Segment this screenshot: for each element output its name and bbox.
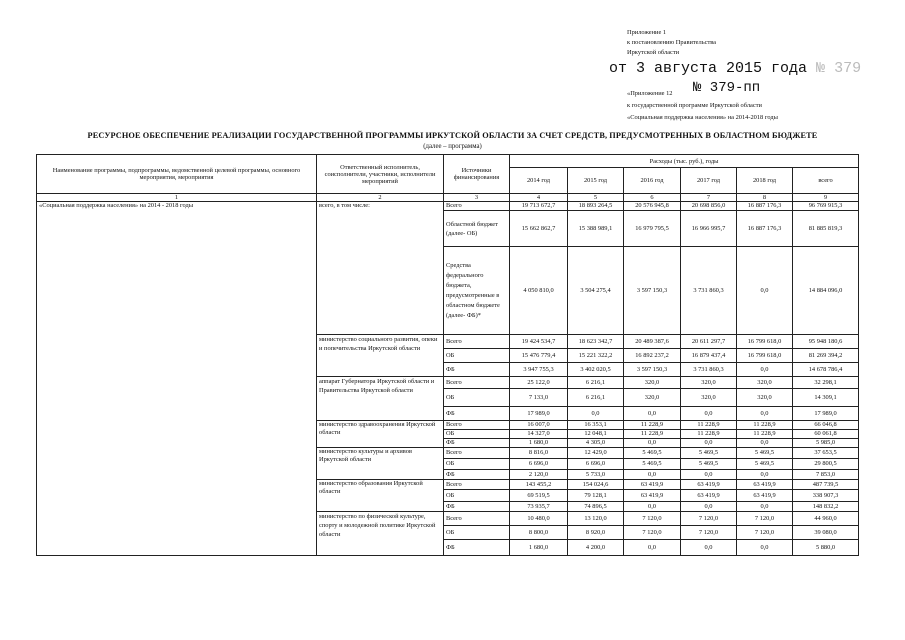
value-cell: 0,0 [624,439,681,448]
value-cell: 3 504 275,4 [568,247,624,335]
value-cell: 0,0 [568,407,624,421]
value-cell: 20 576 945,8 [624,202,681,211]
value-cell: 81 269 394,2 [793,349,859,363]
column-header-name: Наименование программы, подпрограммы, ведомственной целевой программы, основного мероприятия, мероприятия [37,155,317,194]
value-cell: 16 007,0 [510,421,568,430]
value-cell: 5 985,0 [793,439,859,448]
value-cell: 154 024,6 [568,480,624,490]
value-cell: 12 429,0 [568,448,624,459]
year-header: 2016 год [624,168,681,194]
value-cell: 5 880,0 [793,540,859,556]
value-cell: 63 419,9 [681,490,737,502]
value-cell: 0,0 [737,540,793,556]
value-cell: 4 050 810,0 [510,247,568,335]
column-number: 5 [568,194,624,202]
value-cell: 4 200,0 [568,540,624,556]
value-cell: 320,0 [624,377,681,389]
value-cell: 0,0 [737,363,793,377]
year-header: всего [793,168,859,194]
value-cell: 0,0 [737,502,793,512]
value-cell: 6 696,0 [568,459,624,470]
value-cell: 11 228,9 [681,421,737,430]
executor-name: аппарат Губернатора Иркутской области и Правительства Иркутской области [317,377,444,421]
value-cell: 17 989,0 [510,407,568,421]
value-cell: 143 455,2 [510,480,568,490]
source-cell: ОБ [444,349,510,363]
value-cell: 4 305,0 [568,439,624,448]
value-cell: 14 327,0 [510,430,568,439]
value-cell: 16 799 618,0 [737,335,793,349]
source-cell: Всего [444,421,510,430]
source-cell: ФБ [444,363,510,377]
value-cell: 74 896,5 [568,502,624,512]
executor-name: министерство по физической культуре, спорту и молодежной политике Иркутской области [317,512,444,556]
value-cell: 0,0 [681,502,737,512]
value-cell: 79 128,1 [568,490,624,502]
program-annex-header [627,80,778,124]
value-cell: 11 228,9 [624,421,681,430]
value-cell: 19 713 672,7 [510,202,568,211]
value-cell: 3 947 755,3 [510,363,568,377]
value-cell: 0,0 [624,407,681,421]
value-cell: 7 120,0 [624,512,681,526]
column-header-source: Источники финансирования [444,155,510,194]
value-cell: 25 122,0 [510,377,568,389]
value-cell: 148 832,2 [793,502,859,512]
source-cell: ФБ [444,502,510,512]
value-cell: 19 424 534,7 [510,335,568,349]
column-number: 8 [737,194,793,202]
value-cell: 1 680,0 [510,540,568,556]
source-cell: ОБ [444,459,510,470]
value-cell: 0,0 [624,502,681,512]
source-cell: ФБ [444,540,510,556]
value-cell: 3 597 150,3 [624,247,681,335]
value-cell: 1 680,0 [510,439,568,448]
date-stamp-number: № 379 [816,60,862,77]
executor-name: министерство здравоохранения Иркутской области [317,421,444,448]
value-cell: 6 216,1 [568,377,624,389]
year-header: 2018 год [737,168,793,194]
value-cell: 66 046,8 [793,421,859,430]
column-number: 9 [793,194,859,202]
value-cell: 16 353,1 [568,421,624,430]
value-cell: 69 519,5 [510,490,568,502]
value-cell: 16 892 237,2 [624,349,681,363]
annex-line: к государственной программе Иркутской области [627,102,762,109]
source-cell: Всего [444,202,510,211]
value-cell: 320,0 [624,389,681,407]
value-cell: 0,0 [624,470,681,480]
value-cell: 15 221 322,2 [568,349,624,363]
value-cell: 63 419,9 [737,490,793,502]
executor-name: министерство социального развития, опеки и попечительства Иркутской области [317,335,444,377]
value-cell: 17 989,0 [793,407,859,421]
value-cell: 0,0 [681,407,737,421]
value-cell: 3 731 860,3 [681,363,737,377]
document-subtitle: (далее – программа) [423,143,482,150]
value-cell: 0,0 [681,470,737,480]
value-cell: 11 228,9 [624,430,681,439]
source-cell: ОБ [444,430,510,439]
column-number: 4 [510,194,568,202]
value-cell: 11 228,9 [737,430,793,439]
value-cell: 5 469,5 [681,459,737,470]
source-cell: ОБ [444,389,510,407]
value-cell: 7 120,0 [737,512,793,526]
column-number: 3 [444,194,510,202]
value-cell: 32 298,1 [793,377,859,389]
value-cell: 2 120,0 [510,470,568,480]
column-number: 6 [624,194,681,202]
value-cell: 3 597 150,3 [624,363,681,377]
column-header-expenses: Расходы (тыс. руб.), годы [510,155,859,168]
value-cell: 7 120,0 [681,526,737,540]
appendix-line: к постановлению Правительства [627,39,717,46]
value-cell: 37 653,5 [793,448,859,459]
value-cell: 5 469,5 [737,459,793,470]
value-cell: 16 979 795,5 [624,211,681,247]
value-cell: 44 960,0 [793,512,859,526]
value-cell: 8 920,0 [568,526,624,540]
value-cell: 320,0 [737,377,793,389]
value-cell: 12 048,1 [568,430,624,439]
value-cell: 7 120,0 [681,512,737,526]
budget-table [36,154,859,556]
value-cell: 95 948 180,6 [793,335,859,349]
value-cell: 96 769 915,3 [793,202,859,211]
value-cell: 14 884 096,0 [793,247,859,335]
value-cell: 5 469,5 [624,448,681,459]
value-cell: 7 120,0 [624,526,681,540]
value-cell: 18 893 264,5 [568,202,624,211]
year-header: 2015 год [568,168,624,194]
value-cell: 63 419,9 [681,480,737,490]
value-cell: 3 731 860,3 [681,247,737,335]
date-stamp-text: от 3 августа 2015 года [609,60,808,77]
value-cell: 63 419,9 [624,480,681,490]
program-executor: всего, в том числе: [317,202,444,335]
value-cell: 60 061,8 [793,430,859,439]
source-cell: ОБ [444,526,510,540]
annex-line: «Приложение 12 [627,90,673,97]
executor-name: министерство культуры и архивов Иркутской области [317,448,444,480]
value-cell: 487 739,5 [793,480,859,490]
value-cell: 320,0 [737,389,793,407]
value-cell: 20 611 297,7 [681,335,737,349]
value-cell: 5 469,5 [737,448,793,459]
value-cell: 7 120,0 [737,526,793,540]
source-cell: ФБ [444,470,510,480]
value-cell: 29 800,5 [793,459,859,470]
value-cell: 0,0 [624,540,681,556]
value-cell: 63 419,9 [737,480,793,490]
program-name: «Социальная поддержка населения» на 2014 - 2018 годы [37,202,317,556]
value-cell: 20 489 387,6 [624,335,681,349]
value-cell: 18 623 342,7 [568,335,624,349]
value-cell: 338 907,3 [793,490,859,502]
column-number: 1 [37,194,317,202]
value-cell: 0,0 [737,470,793,480]
value-cell: 0,0 [681,540,737,556]
source-cell: Областной бюджет (далее- ОБ) [444,211,510,247]
value-cell: 15 662 862,7 [510,211,568,247]
value-cell: 5 469,5 [624,459,681,470]
value-cell: 0,0 [681,439,737,448]
value-cell: 0,0 [737,247,793,335]
appendix-line: Приложение 1 [627,29,667,36]
year-header: 2014 год [510,168,568,194]
source-cell: Всего [444,448,510,459]
source-cell: Средства федерального бюджета, предусмотренные в областном бюджете (далее- ФБ)* [444,247,510,335]
value-cell: 6 216,1 [568,389,624,407]
source-cell: ОБ [444,490,510,502]
appendix-header [627,28,716,58]
value-cell: 14 678 786,4 [793,363,859,377]
value-cell: 0,0 [737,439,793,448]
value-cell: 14 309,1 [793,389,859,407]
value-cell: 81 885 819,3 [793,211,859,247]
source-cell: ФБ [444,439,510,448]
value-cell: 39 080,0 [793,526,859,540]
annex-number: № 379-пп [693,80,761,96]
value-cell: 11 228,9 [681,430,737,439]
value-cell: 13 120,0 [568,512,624,526]
table-row [37,202,859,211]
value-cell: 16 887 176,3 [737,211,793,247]
value-cell: 16 879 437,4 [681,349,737,363]
value-cell: 8 816,0 [510,448,568,459]
value-cell: 5 469,5 [681,448,737,459]
value-cell: 5 733,0 [568,470,624,480]
value-cell: 20 698 856,0 [681,202,737,211]
value-cell: 16 966 995,7 [681,211,737,247]
source-cell: ФБ [444,407,510,421]
document-title: РЕСУРСНОЕ ОБЕСПЕЧЕНИЕ РЕАЛИЗАЦИИ ГОСУДАРСТВЕННОЙ ПРОГРАММЫ ИРКУТСКОЙ ОБЛАСТИ ЗА СЧЕТ СРЕДСТВ, ПРЕДУСМОТРЕННЫХ В ОБЛАСТНОМ БЮДЖЕТЕ [87,131,818,140]
value-cell: 15 388 989,1 [568,211,624,247]
column-number: 7 [681,194,737,202]
appendix-line: Иркутской области [627,49,680,56]
value-cell: 0,0 [737,407,793,421]
column-header-executor: Ответственный исполнитель, соисполнители, участники, исполнители мероприятий [317,155,444,194]
source-cell: Всего [444,335,510,349]
value-cell: 320,0 [681,377,737,389]
column-number: 2 [317,194,444,202]
value-cell: 16 887 176,3 [737,202,793,211]
value-cell: 8 800,0 [510,526,568,540]
value-cell: 7 853,0 [793,470,859,480]
value-cell: 15 476 779,4 [510,349,568,363]
value-cell: 6 696,0 [510,459,568,470]
value-cell: 16 799 618,0 [737,349,793,363]
value-cell: 11 228,9 [737,421,793,430]
source-cell: Всего [444,512,510,526]
year-header: 2017 год [681,168,737,194]
value-cell: 3 402 020,5 [568,363,624,377]
executor-name: министерство образования Иркутской области [317,480,444,512]
value-cell: 10 480,0 [510,512,568,526]
value-cell: 7 133,0 [510,389,568,407]
date-stamp [609,60,861,77]
annex-line: «Социальная поддержка населения» на 2014-2018 годы [627,114,778,121]
value-cell: 73 935,7 [510,502,568,512]
value-cell: 320,0 [681,389,737,407]
value-cell: 63 419,9 [624,490,681,502]
source-cell: Всего [444,480,510,490]
source-cell: Всего [444,377,510,389]
